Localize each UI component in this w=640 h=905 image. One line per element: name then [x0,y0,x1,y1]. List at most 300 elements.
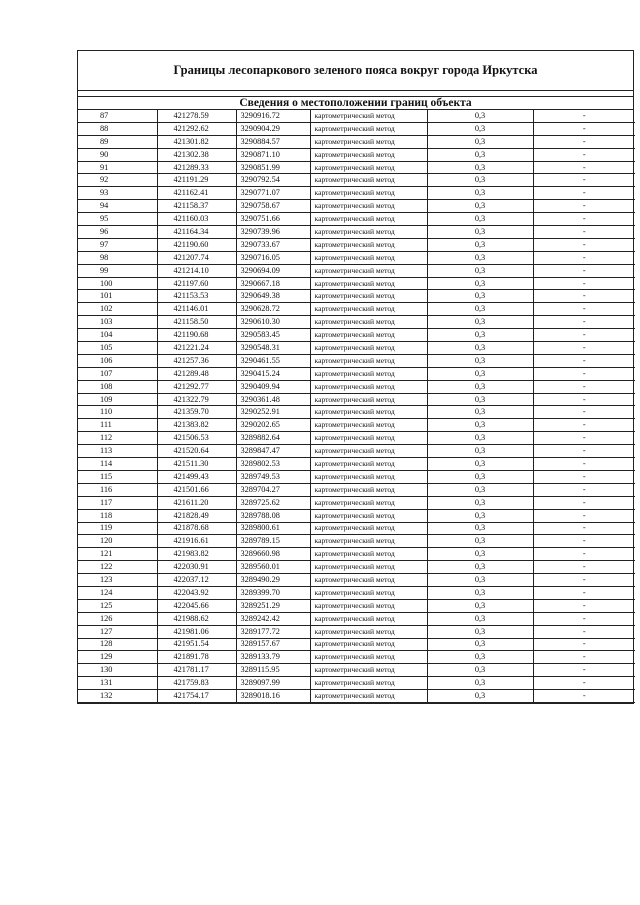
point-number-cell: 97 [78,238,157,251]
point-number-cell: 118 [78,509,157,522]
x-coordinate-cell: 421190.60 [157,238,236,251]
note-cell: - [533,200,635,213]
point-number-cell: 112 [78,432,157,445]
accuracy-cell: 0,3 [427,651,533,664]
table-row [78,638,635,651]
method-cell: картометрический метод [310,174,427,187]
method-cell: картометрический метод [310,367,427,380]
y-coordinate-cell: 3290583.45 [236,329,310,342]
y-coordinate-cell: 3290771.07 [236,187,310,200]
y-coordinate-cell: 3290904.29 [236,122,310,135]
accuracy-cell: 0,3 [427,574,533,587]
table-row [78,509,635,522]
accuracy-cell: 0,3 [427,586,533,599]
method-cell: картометрический метод [310,316,427,329]
method-cell: картометрический метод [310,561,427,574]
note-cell: - [533,316,635,329]
point-number-cell: 92 [78,174,157,187]
x-coordinate-cell: 421153.53 [157,290,236,303]
point-number-cell: 125 [78,599,157,612]
table-row [78,161,635,174]
x-coordinate-cell: 421160.03 [157,213,236,226]
x-coordinate-cell: 421322.79 [157,393,236,406]
table-row [78,664,635,677]
note-cell: - [533,393,635,406]
accuracy-cell: 0,3 [427,342,533,355]
y-coordinate-cell: 3290716.05 [236,251,310,264]
table-row [78,651,635,664]
accuracy-cell: 0,3 [427,406,533,419]
method-cell: картометрический метод [310,290,427,303]
accuracy-cell: 0,3 [427,380,533,393]
method-cell: картометрический метод [310,187,427,200]
x-coordinate-cell: 421158.50 [157,316,236,329]
y-coordinate-cell: 3290415.24 [236,367,310,380]
point-number-cell: 101 [78,290,157,303]
method-cell: картометрический метод [310,599,427,612]
x-coordinate-cell: 421878.68 [157,522,236,535]
point-number-cell: 87 [78,110,157,122]
method-cell: картометрический метод [310,664,427,677]
note-cell: - [533,548,635,561]
x-coordinate-cell: 421501.66 [157,483,236,496]
method-cell: картометрический метод [310,303,427,316]
table-row [78,174,635,187]
method-cell: картометрический метод [310,419,427,432]
point-number-cell: 95 [78,213,157,226]
method-cell: картометрический метод [310,213,427,226]
method-cell: картометрический метод [310,354,427,367]
accuracy-cell: 0,3 [427,238,533,251]
table-row [78,393,635,406]
point-number-cell: 123 [78,574,157,587]
table-row [78,548,635,561]
y-coordinate-cell: 3290252.91 [236,406,310,419]
x-coordinate-cell: 421754.17 [157,690,236,703]
x-coordinate-cell: 422043.92 [157,586,236,599]
note-cell: - [533,574,635,587]
accuracy-cell: 0,3 [427,316,533,329]
note-cell: - [533,251,635,264]
x-coordinate-cell: 422037.12 [157,574,236,587]
table-row [78,522,635,535]
y-coordinate-cell: 3290871.10 [236,148,310,161]
accuracy-cell: 0,3 [427,393,533,406]
y-coordinate-cell: 3289802.53 [236,458,310,471]
y-coordinate-cell: 3289177.72 [236,625,310,638]
y-coordinate-cell: 3290792.54 [236,174,310,187]
method-cell: картометрический метод [310,509,427,522]
accuracy-cell: 0,3 [427,432,533,445]
method-cell: картометрический метод [310,548,427,561]
point-number-cell: 126 [78,612,157,625]
point-number-cell: 122 [78,561,157,574]
point-number-cell: 94 [78,200,157,213]
accuracy-cell: 0,3 [427,187,533,200]
note-cell: - [533,612,635,625]
x-coordinate-cell: 421611.20 [157,496,236,509]
accuracy-cell: 0,3 [427,174,533,187]
accuracy-cell: 0,3 [427,251,533,264]
point-number-cell: 128 [78,638,157,651]
x-coordinate-cell: 421257.36 [157,354,236,367]
x-coordinate-cell: 421520.64 [157,445,236,458]
section-subtitle: Сведения о местоположении границ объекта [78,97,633,110]
x-coordinate-cell: 421359.70 [157,406,236,419]
accuracy-cell: 0,3 [427,599,533,612]
table-row [78,625,635,638]
point-number-cell: 115 [78,470,157,483]
method-cell: картометрический метод [310,342,427,355]
y-coordinate-cell: 3290694.09 [236,264,310,277]
method-cell: картометрический метод [310,122,427,135]
y-coordinate-cell: 3289115.95 [236,664,310,677]
y-coordinate-cell: 3290409.94 [236,380,310,393]
accuracy-cell: 0,3 [427,419,533,432]
x-coordinate-cell: 421781.17 [157,664,236,677]
method-cell: картометрический метод [310,393,427,406]
note-cell: - [533,690,635,703]
note-cell: - [533,445,635,458]
method-cell: картометрический метод [310,329,427,342]
accuracy-cell: 0,3 [427,638,533,651]
method-cell: картометрический метод [310,574,427,587]
point-number-cell: 127 [78,625,157,638]
method-cell: картометрический метод [310,148,427,161]
x-coordinate-cell: 421988.62 [157,612,236,625]
method-cell: картометрический метод [310,470,427,483]
table-row [78,535,635,548]
table-row [78,380,635,393]
method-cell: картометрический метод [310,432,427,445]
table-row [78,419,635,432]
method-cell: картометрический метод [310,200,427,213]
y-coordinate-cell: 3290916.72 [236,110,310,122]
note-cell: - [533,187,635,200]
note-cell: - [533,110,635,122]
x-coordinate-cell: 421289.33 [157,161,236,174]
accuracy-cell: 0,3 [427,664,533,677]
accuracy-cell: 0,3 [427,277,533,290]
y-coordinate-cell: 3290884.57 [236,135,310,148]
y-coordinate-cell: 3290361.48 [236,393,310,406]
method-cell: картометрический метод [310,612,427,625]
point-number-cell: 90 [78,148,157,161]
table-row [78,690,635,703]
x-coordinate-cell: 421164.34 [157,226,236,239]
method-cell: картометрический метод [310,690,427,703]
point-number-cell: 111 [78,419,157,432]
x-coordinate-cell: 421951.54 [157,638,236,651]
accuracy-cell: 0,3 [427,213,533,226]
y-coordinate-cell: 3289847.47 [236,445,310,458]
point-number-cell: 109 [78,393,157,406]
y-coordinate-cell: 3289018.16 [236,690,310,703]
note-cell: - [533,367,635,380]
method-cell: картометрический метод [310,161,427,174]
method-cell: картометрический метод [310,406,427,419]
note-cell: - [533,599,635,612]
note-cell: - [533,161,635,174]
point-number-cell: 121 [78,548,157,561]
note-cell: - [533,148,635,161]
table-row [78,213,635,226]
point-number-cell: 98 [78,251,157,264]
x-coordinate-cell: 422045.66 [157,599,236,612]
table-row [78,574,635,587]
note-cell: - [533,586,635,599]
point-number-cell: 91 [78,161,157,174]
table-row [78,110,635,122]
x-coordinate-cell: 421162.41 [157,187,236,200]
y-coordinate-cell: 3289251.29 [236,599,310,612]
x-coordinate-cell: 421511.30 [157,458,236,471]
x-coordinate-cell: 421499.43 [157,470,236,483]
note-cell: - [533,419,635,432]
x-coordinate-cell: 421289.48 [157,367,236,380]
note-cell: - [533,638,635,651]
y-coordinate-cell: 3289660.98 [236,548,310,561]
point-number-cell: 106 [78,354,157,367]
y-coordinate-cell: 3289788.08 [236,509,310,522]
y-coordinate-cell: 3289882.64 [236,432,310,445]
table-row [78,432,635,445]
table-row [78,367,635,380]
x-coordinate-cell: 421191.29 [157,174,236,187]
accuracy-cell: 0,3 [427,354,533,367]
x-coordinate-cell: 421278.59 [157,110,236,122]
y-coordinate-cell: 3290628.72 [236,303,310,316]
point-number-cell: 96 [78,226,157,239]
note-cell: - [533,277,635,290]
x-coordinate-cell: 421891.78 [157,651,236,664]
note-cell: - [533,122,635,135]
coordinates-table-body [78,110,635,702]
note-cell: - [533,135,635,148]
accuracy-cell: 0,3 [427,470,533,483]
accuracy-cell: 0,3 [427,483,533,496]
point-number-cell: 103 [78,316,157,329]
y-coordinate-cell: 3290649.38 [236,290,310,303]
coordinates-table [78,110,635,703]
table-row [78,458,635,471]
point-number-cell: 108 [78,380,157,393]
x-coordinate-cell: 421828.49 [157,509,236,522]
accuracy-cell: 0,3 [427,509,533,522]
note-cell: - [533,432,635,445]
y-coordinate-cell: 3289242.42 [236,612,310,625]
table-row [78,470,635,483]
x-coordinate-cell: 421221.24 [157,342,236,355]
point-number-cell: 130 [78,664,157,677]
table-row [78,122,635,135]
point-number-cell: 100 [78,277,157,290]
accuracy-cell: 0,3 [427,561,533,574]
note-cell: - [533,470,635,483]
accuracy-cell: 0,3 [427,522,533,535]
point-number-cell: 132 [78,690,157,703]
accuracy-cell: 0,3 [427,548,533,561]
y-coordinate-cell: 3289749.53 [236,470,310,483]
point-number-cell: 116 [78,483,157,496]
method-cell: картометрический метод [310,251,427,264]
point-number-cell: 113 [78,445,157,458]
method-cell: картометрический метод [310,277,427,290]
method-cell: картометрический метод [310,522,427,535]
method-cell: картометрический метод [310,380,427,393]
x-coordinate-cell: 421197.60 [157,277,236,290]
table-row [78,251,635,264]
note-cell: - [533,561,635,574]
point-number-cell: 117 [78,496,157,509]
table-row [78,406,635,419]
x-coordinate-cell: 421207.74 [157,251,236,264]
y-coordinate-cell: 3290733.67 [236,238,310,251]
point-number-cell: 114 [78,458,157,471]
note-cell: - [533,522,635,535]
x-coordinate-cell: 421506.53 [157,432,236,445]
table-row [78,612,635,625]
y-coordinate-cell: 3289800.61 [236,522,310,535]
x-coordinate-cell: 421981.06 [157,625,236,638]
accuracy-cell: 0,3 [427,226,533,239]
x-coordinate-cell: 421146.01 [157,303,236,316]
x-coordinate-cell: 421190.68 [157,329,236,342]
accuracy-cell: 0,3 [427,625,533,638]
table-row [78,200,635,213]
method-cell: картометрический метод [310,496,427,509]
note-cell: - [533,354,635,367]
table-row [78,329,635,342]
y-coordinate-cell: 3289399.70 [236,586,310,599]
point-number-cell: 89 [78,135,157,148]
accuracy-cell: 0,3 [427,677,533,690]
method-cell: картометрический метод [310,445,427,458]
note-cell: - [533,535,635,548]
point-number-cell: 104 [78,329,157,342]
note-cell: - [533,496,635,509]
note-cell: - [533,342,635,355]
table-row [78,561,635,574]
accuracy-cell: 0,3 [427,122,533,135]
note-cell: - [533,264,635,277]
x-coordinate-cell: 421292.62 [157,122,236,135]
x-coordinate-cell: 421158.37 [157,200,236,213]
method-cell: картометрический метод [310,677,427,690]
method-cell: картометрический метод [310,264,427,277]
y-coordinate-cell: 3289157.67 [236,638,310,651]
point-number-cell: 88 [78,122,157,135]
point-number-cell: 105 [78,342,157,355]
method-cell: картометрический метод [310,458,427,471]
note-cell: - [533,226,635,239]
accuracy-cell: 0,3 [427,290,533,303]
x-coordinate-cell: 421916.61 [157,535,236,548]
y-coordinate-cell: 3290739.96 [236,226,310,239]
x-coordinate-cell: 421302.38 [157,148,236,161]
note-cell: - [533,458,635,471]
note-cell: - [533,303,635,316]
x-coordinate-cell: 421214.10 [157,264,236,277]
note-cell: - [533,174,635,187]
point-number-cell: 120 [78,535,157,548]
accuracy-cell: 0,3 [427,329,533,342]
x-coordinate-cell: 421383.82 [157,419,236,432]
accuracy-cell: 0,3 [427,535,533,548]
accuracy-cell: 0,3 [427,367,533,380]
accuracy-cell: 0,3 [427,264,533,277]
table-row [78,303,635,316]
y-coordinate-cell: 3290461.55 [236,354,310,367]
accuracy-cell: 0,3 [427,458,533,471]
table-row [78,290,635,303]
method-cell: картометрический метод [310,110,427,122]
point-number-cell: 99 [78,264,157,277]
point-number-cell: 129 [78,651,157,664]
y-coordinate-cell: 3290202.65 [236,419,310,432]
table-row [78,238,635,251]
table-row [78,483,635,496]
accuracy-cell: 0,3 [427,148,533,161]
accuracy-cell: 0,3 [427,161,533,174]
point-number-cell: 124 [78,586,157,599]
table-row [78,445,635,458]
method-cell: картометрический метод [310,535,427,548]
table-row [78,677,635,690]
accuracy-cell: 0,3 [427,110,533,122]
y-coordinate-cell: 3289789.15 [236,535,310,548]
note-cell: - [533,406,635,419]
point-number-cell: 110 [78,406,157,419]
table-row [78,187,635,200]
x-coordinate-cell: 421292.77 [157,380,236,393]
note-cell: - [533,380,635,393]
accuracy-cell: 0,3 [427,496,533,509]
accuracy-cell: 0,3 [427,200,533,213]
point-number-cell: 107 [78,367,157,380]
y-coordinate-cell: 3290610.30 [236,316,310,329]
note-cell: - [533,625,635,638]
table-row [78,148,635,161]
y-coordinate-cell: 3289704.27 [236,483,310,496]
point-number-cell: 119 [78,522,157,535]
point-number-cell: 131 [78,677,157,690]
x-coordinate-cell: 421301.82 [157,135,236,148]
note-cell: - [533,651,635,664]
table-row [78,599,635,612]
table-row [78,226,635,239]
point-number-cell: 102 [78,303,157,316]
method-cell: картометрический метод [310,625,427,638]
table-row [78,342,635,355]
x-coordinate-cell: 421759.83 [157,677,236,690]
y-coordinate-cell: 3289097.99 [236,677,310,690]
note-cell: - [533,238,635,251]
x-coordinate-cell: 422030.91 [157,561,236,574]
method-cell: картометрический метод [310,638,427,651]
note-cell: - [533,664,635,677]
y-coordinate-cell: 3289490.29 [236,574,310,587]
note-cell: - [533,329,635,342]
y-coordinate-cell: 3290667.18 [236,277,310,290]
table-row [78,277,635,290]
page-title: Границы лесопаркового зеленого пояса вокруг города Иркутска [78,51,633,91]
table-row [78,496,635,509]
accuracy-cell: 0,3 [427,303,533,316]
document-sheet [77,50,634,704]
y-coordinate-cell: 3290758.67 [236,200,310,213]
method-cell: картометрический метод [310,238,427,251]
